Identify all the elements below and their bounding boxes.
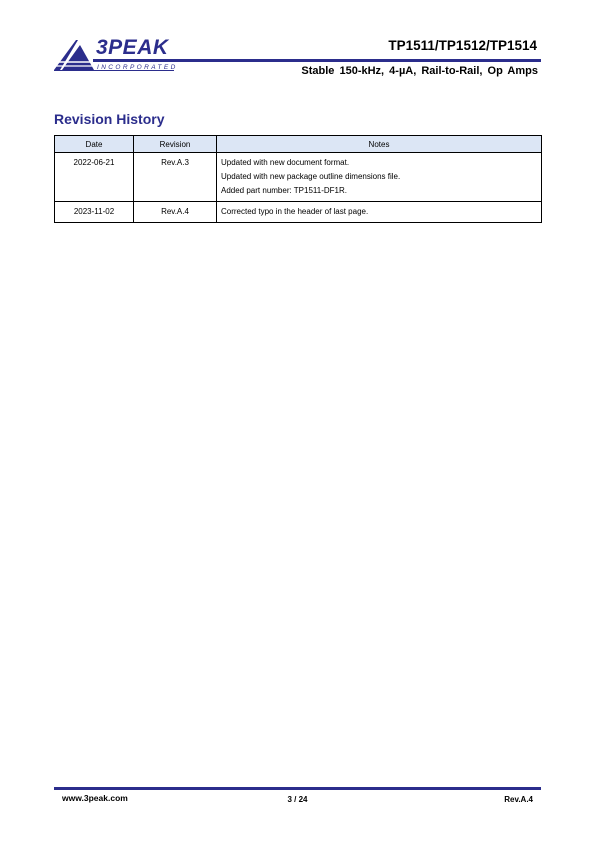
revision-history-table xyxy=(54,135,542,223)
footer-divider xyxy=(54,787,541,790)
cell-date: 2022-06-21 xyxy=(55,153,134,202)
cell-revision: Rev.A.4 xyxy=(134,202,217,223)
header-notes: Notes xyxy=(217,136,542,153)
section-title: Revision History xyxy=(54,111,165,127)
table-row xyxy=(55,153,542,202)
note-line: Updated with new package outline dimensions file. xyxy=(221,172,401,181)
logo-subtext: INCORPORATED xyxy=(97,64,178,71)
table-row xyxy=(55,202,542,223)
header-date: Date xyxy=(55,136,134,153)
note-line: Added part number: TP1511-DF1R. xyxy=(221,186,347,195)
cell-notes xyxy=(217,202,542,223)
note-line: Updated with new document format. xyxy=(221,158,350,167)
cell-revision: Rev.A.3 xyxy=(134,153,217,202)
cell-notes xyxy=(217,153,542,202)
note-line: Corrected typo in the header of last page. xyxy=(221,207,369,216)
footer-revision: Rev.A.4 xyxy=(504,795,533,804)
document-subtitle: Stable 150-kHz, 4-µA, Rail-to-Rail, Op Amps xyxy=(301,65,538,77)
footer-page-number: 3 / 24 xyxy=(287,795,308,804)
logo-text: 3PEAK xyxy=(96,36,169,59)
header-revision: Revision xyxy=(134,136,217,153)
document-title: TP1511/TP1512/TP1514 xyxy=(388,38,537,53)
footer-website: www.3peak.com xyxy=(62,793,128,803)
cell-date: 2023-11-02 xyxy=(55,202,134,223)
table-header-row xyxy=(55,136,542,153)
header-divider xyxy=(93,59,541,62)
